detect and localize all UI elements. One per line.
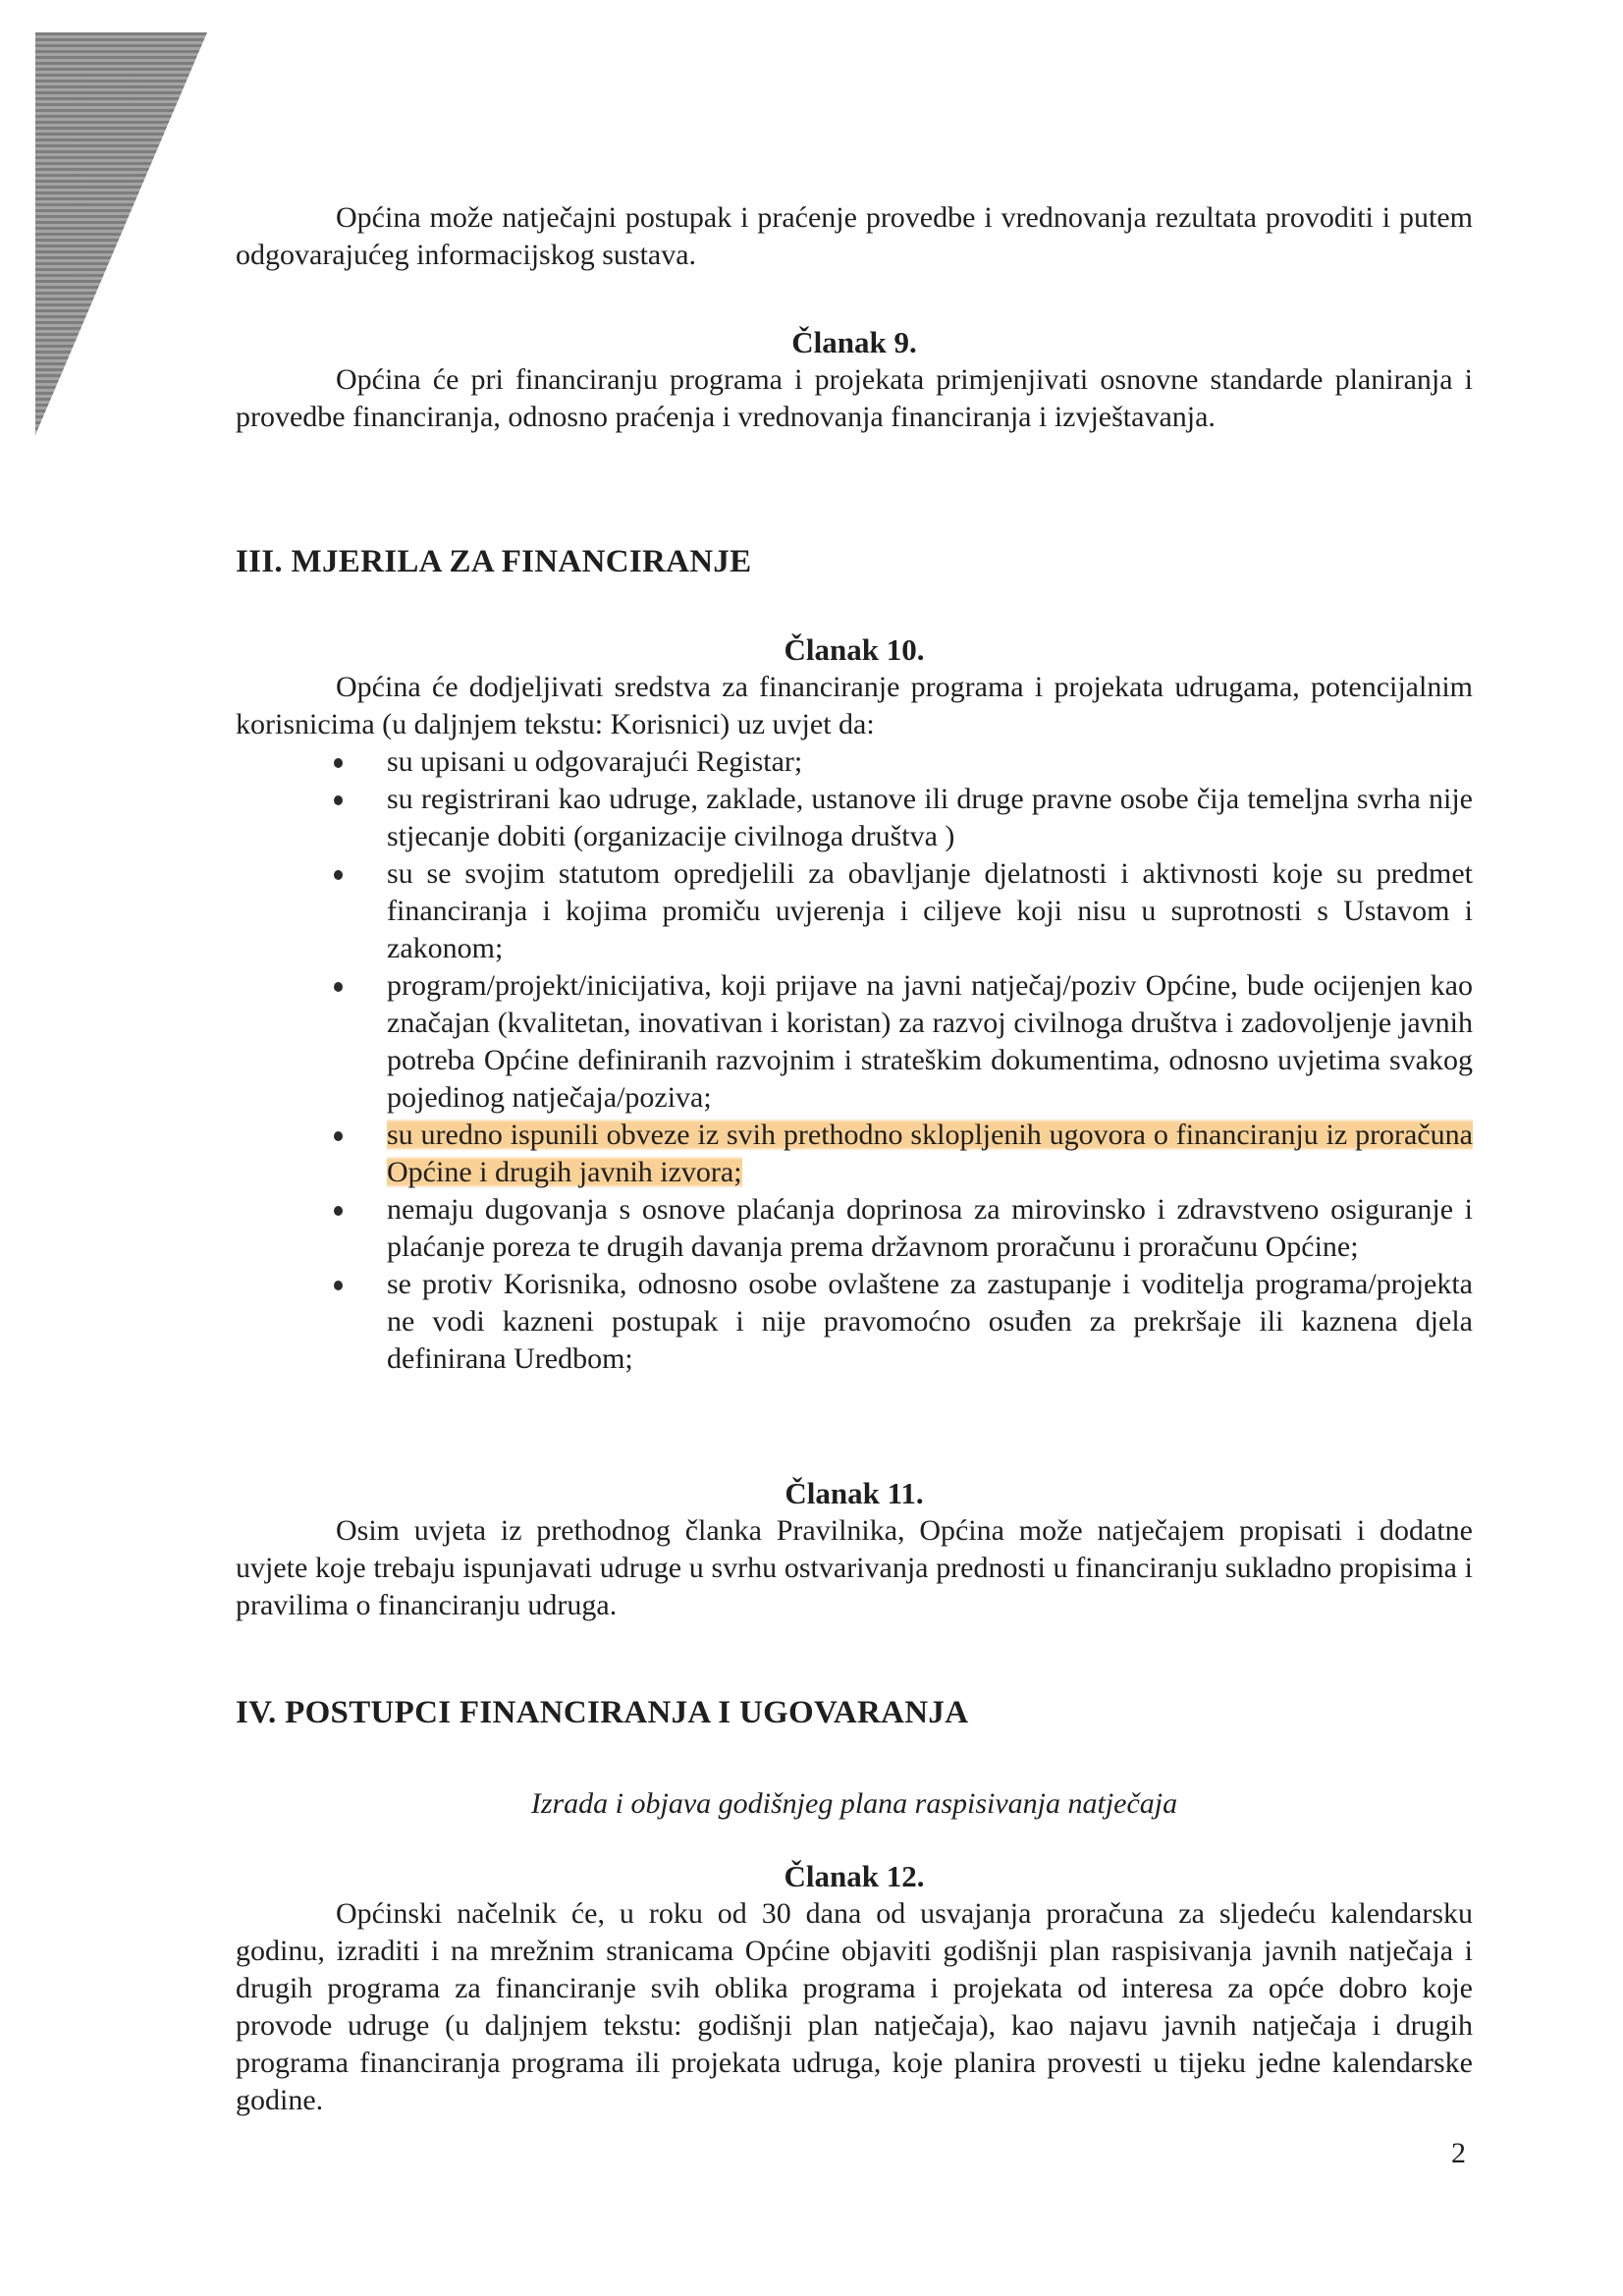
condition-text: su upisani u odgovarajući Registar;	[387, 745, 803, 778]
condition-text: nemaju dugovanja s osnove plaćanja doprinosa za mirovinsko i zdravstveno osiguranje i plaćanje poreza te drugih davanja prema državnom proračunu i proračunu Općine;	[387, 1193, 1473, 1263]
condition-item	[236, 1191, 1473, 1266]
article-9-title: Članak 9.	[791, 325, 917, 359]
section-iv-subtitle: Izrada i objava godišnjeg plana raspisivanja natječaja	[530, 1787, 1178, 1820]
article-9-text: Općina će pri financiranju programa i projekata primjenjivati osnovne standarde planiranja i provedbe financiranja, odnosno praćenja i vrednovanja financiranja i izvještavanja.	[236, 363, 1473, 433]
bullet-icon	[334, 1131, 343, 1141]
bullet-icon	[334, 1206, 343, 1216]
article-10-text: Općina će dodjeljivati sredstva za financiranje programa i projekata udrugama, potencijalnim korisnicima (u daljnjem tekstu: Korisnici) uz uvjet da:	[236, 671, 1473, 740]
bullet-icon	[334, 870, 343, 880]
highlighted-condition-text: su uredno ispunili obveze iz svih prethodno sklopljenih ugovora o financiranju iz proračuna Općine i drugih javnih izvora;	[387, 1119, 1473, 1188]
bullet-icon	[334, 795, 343, 805]
page-number: 2	[1451, 2137, 1466, 2169]
condition-item-highlighted	[236, 1117, 1473, 1191]
bullet-icon	[334, 758, 343, 768]
article-10-conditions-list	[236, 743, 1473, 1378]
bullet-icon	[334, 1281, 343, 1290]
condition-item	[236, 781, 1473, 855]
condition-text: su registrirani kao udruge, zaklade, ustanove ili druge pravne osobe čija temeljna svrha nije stjecanje dobiti (organizacije civilnoga društva )	[387, 783, 1473, 852]
condition-item	[236, 855, 1473, 967]
condition-text: program/projekt/inicijativa, koji prijave na javni natječaj/poziv Općine, bude ocijenjen kao značajan (kvalitetan, inovativan i koristan) za razvoj civilnoga društva i zadovoljenje javnih potreba Općine definiranih razvojnim i strateškim dokumentima, odnosno uvjetima svakog pojedinog natječaja/poziva;	[387, 969, 1473, 1114]
bullet-icon	[334, 982, 343, 992]
article-11-text: Osim uvjeta iz prethodnog članka Pravilnika, Općina može natječajem propisati i dodatne uvjete koje trebaju ispunjavati udruge u svrhu ostvarivanja prednosti u financiranju sukladno propisima i pravilima o financiranju udruga.	[236, 1514, 1473, 1621]
condition-text: su se svojim statutom opredjelili za obavljanje djelatnosti i aktivnosti koje su predmet financiranja i kojima promiču uvjerenja i ciljeve koji nisu u suprotnosti s Ustavom i zakonom;	[387, 857, 1473, 964]
article-11-title: Članak 11.	[784, 1476, 924, 1510]
article-12-title: Članak 12.	[784, 1859, 925, 1893]
condition-item	[236, 967, 1473, 1117]
intro-paragraph: Općina može natječajni postupak i praćenje provedbe i vrednovanja rezultata provoditi i putem odgovarajućeg informacijskog sustava.	[236, 201, 1473, 271]
article-12-text: Općinski načelnik će, u roku od 30 dana od usvajanja proračuna za sljedeću kalendarsku godinu, izraditi i na mrežnim stranicama Općine objaviti godišnji plan raspisivanja javnih natječaja i drugih programa za financiranje svih oblika programa i projekata od interesa za opće dobro koje provode udruge (u daljnjem tekstu: godišnji plan natječaja), kao najavu javnih natječaja i drugih programa financiranja programa ili projekata udruga, koje planira provesti u tijeku jedne kalendarske godine.	[236, 1897, 1473, 2116]
condition-item	[236, 743, 1473, 781]
section-iv-title: IV. POSTUPCI FINANCIRANJA I UGOVARANJA	[236, 1695, 969, 1730]
condition-text: se protiv Korisnika, odnosno osobe ovlaštene za zastupanje i voditelja programa/projekta ne vodi kazneni postupak i nije pravomoćno osuđen za prekršaje ili kaznena djela definirana Uredbom;	[387, 1268, 1473, 1375]
article-10-title: Članak 10.	[784, 632, 925, 667]
section-iii-title: III. MJERILA ZA FINANCIRANJE	[236, 544, 752, 579]
scan-artifact-wedge	[35, 32, 207, 435]
condition-item	[236, 1266, 1473, 1378]
